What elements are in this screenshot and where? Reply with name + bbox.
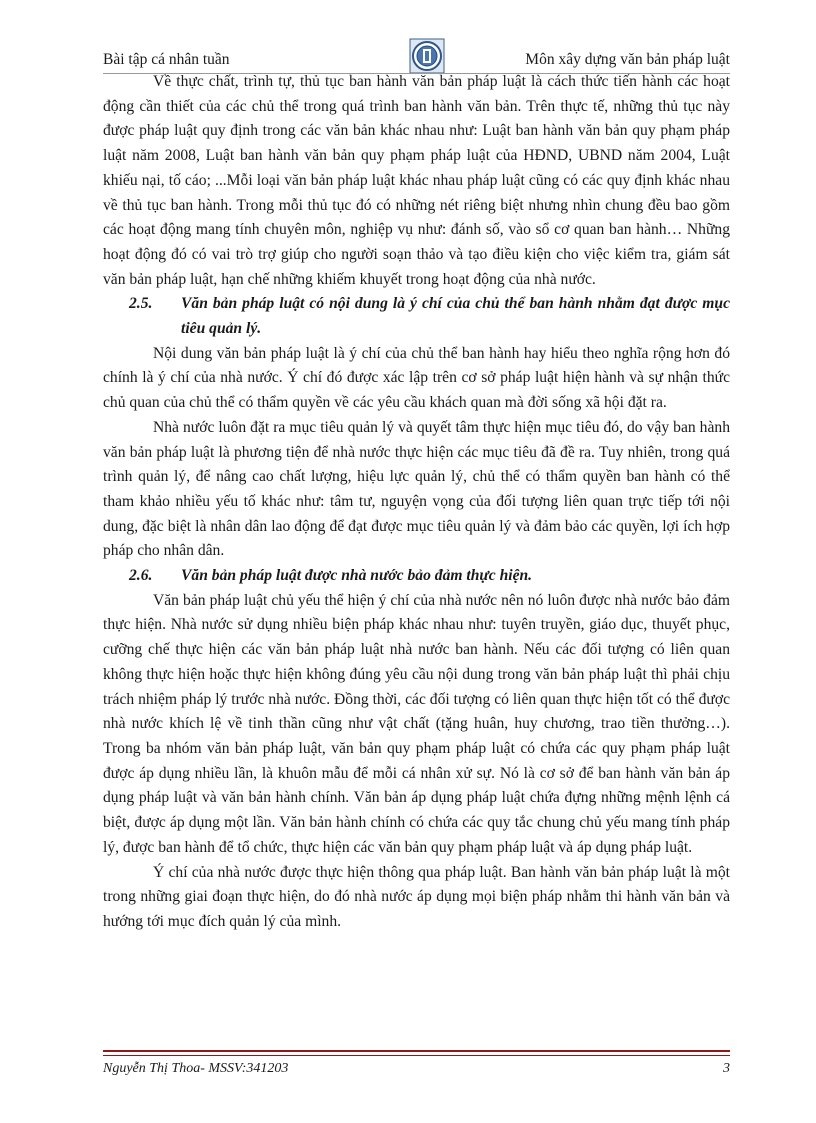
section-number: 2.6. xyxy=(129,567,153,585)
paragraph-management-goal: Nhà nước luôn đặt ra mục tiêu quản lý và quyết tâm thực hiện mục tiêu đó, do vậy ban hành văn bản pháp luật là phương tiện để nhà nước thực hiện các mục tiêu đã đề ra. Tuy nhiên, trong quá trình quản lý, để nâng cao chất lượng, hiệu lực quản lý, chủ thể có thẩm quyền ban hành có thể tham khảo nhiều yếu tố khác như: tâm tư, nguyện vọng của đối tượng liên quan trực tiếp tới nội dung, đặc biệt là nhân dân lao động để đạt được mục tiêu quản lý và đảm bảo các quyền, lợi ích hợp pháp cho nhân dân. xyxy=(103,418,730,560)
university-emblem-icon xyxy=(409,38,445,74)
paragraph-state-guarantee: Văn bản pháp luật chủ yếu thể hiện ý chí của nhà nước nên nó luôn được nhà nước bảo đảm thực hiện. Nhà nước sử dụng nhiều biện pháp khác nhau như: tuyên truyền, giáo dục, thuyết phục, cưỡng chế thực hiện các văn bản pháp luật nhà nước ban hành. Nếu các đối tượng có liên quan không thực hiện hoặc thực hiện không đúng yêu cầu nội dung trong văn bản pháp luật thì phải chịu trách nhiệm pháp lý trước nhà nước. Đồng thời, các đối tượng có liên quan thực hiện tốt có thể được nhà nước khích lệ về tinh thần cũng như vật chất (tặng huân, huy chương, trao tiền thưởng…). Trong ba nhóm văn bản pháp luật, văn bản quy phạm pháp luật có chứa các quy phạm pháp luật được áp dụng nhiều lần, là khuôn mẫu để mỗi cá nhân xử sự. Nó là cơ sở để ban hành văn bản áp dụng pháp luật và văn bản hành chính. Văn bản áp dụng pháp luật chứa đựng những mệnh lệnh cá biệt, được áp dụng một lần. Văn bản hành chính có chứa các quy tắc chung chủ yếu mang tính pháp lý, được ban hành để tổ chức, thực hiện các văn bản quy phạm pháp luật và áp dụng pháp luật. xyxy=(103,591,730,856)
section-heading-2-6 xyxy=(103,564,730,589)
section-title: Văn bản pháp luật có nội dung là ý chí của chủ thể ban hành nhằm đạt được mục tiêu quản lý. xyxy=(181,295,730,338)
paragraph-state-will: Ý chí của nhà nước được thực hiện thông qua pháp luật. Ban hành văn bản pháp luật là một trong những giai đoạn thực hiện, do đó nhà nước áp dụng mọi biện pháp nhằm thi hành văn bản và hướng tới mục đích quản lý của mình. xyxy=(103,863,730,930)
document-body xyxy=(103,70,730,935)
page-header xyxy=(103,38,730,74)
header-course-label: Bài tập cá nhân tuần xyxy=(103,51,230,68)
section-heading-2-5 xyxy=(103,292,730,341)
page-number: 3 xyxy=(723,1061,730,1076)
footer-divider-thick xyxy=(103,1050,730,1052)
section-title: Văn bản pháp luật được nhà nước bảo đảm thực hiện. xyxy=(181,567,533,585)
footer-author: Nguyễn Thị Thoa- MSSV:341203 xyxy=(103,1061,289,1076)
footer-divider-thin xyxy=(103,1055,730,1056)
header-subject-label: Môn xây dựng văn bản pháp luật xyxy=(525,51,730,68)
section-number: 2.5. xyxy=(129,295,153,313)
paragraph-content-will: Nội dung văn bản pháp luật là ý chí của chủ thể ban hành hay hiểu theo nghĩa rộng hơn đó chính là ý chí của nhà nước. Ý chí đó được xác lập trên cơ sở pháp luật hiện hành và sự nhận thức chủ quan của chủ thể có thẩm quyền về các yêu cầu khách quan mà đời sống xã hội đặt ra. xyxy=(103,344,730,412)
paragraph-procedure: Về thực chất, trình tự, thủ tục ban hành văn bản pháp luật là cách thức tiến hành các hoạt động cần thiết của các chủ thể trong quá trình ban hành văn bản. Trên thực tế, những thủ tục này được pháp luật quy định trong các văn bản khác nhau như: Luật ban hành văn bản quy phạm pháp luật năm 2008, Luật ban hành văn bản quy phạm pháp luật của HĐND, UBND năm 2004, Luật khiếu nại, tố cáo; ...Mỗi loại văn bản pháp luật khác nhau pháp luật cũng có các quy định khác nhau về thủ tục ban hành. Trong mỗi thủ tục đó có những nét riêng biệt nhưng nhìn chung đều bao gồm các hoạt động mang tính chuyên môn, nghiệp vụ như: đánh số, vào sổ cơ quan ban hành… Những hoạt động đó có vai trò trợ giúp cho người soạn thảo và tạo điều kiện cho việc kiểm tra, giám sát văn bản pháp luật, hạn chế những khiếm khuyết trong hoạt động của nhà nước. xyxy=(103,73,730,288)
